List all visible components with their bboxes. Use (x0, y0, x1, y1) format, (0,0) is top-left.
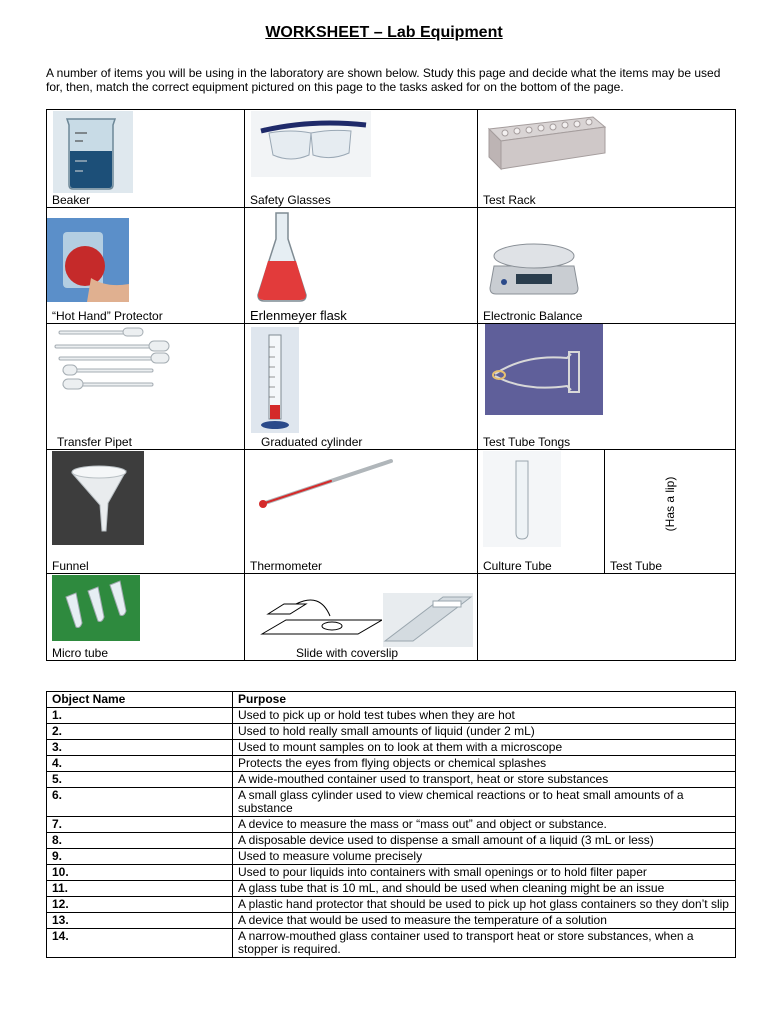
table-row (47, 833, 736, 849)
micro-tube-image (52, 575, 140, 641)
test-tube-tongs-image (485, 324, 603, 415)
row-number: 2. (47, 724, 233, 740)
purpose-table-body (47, 708, 736, 958)
row-number: 8. (47, 833, 233, 849)
row-purpose: Protects the eyes from flying objects or chemical splashes (233, 756, 736, 772)
label-test-rack: Test Rack (483, 193, 536, 207)
beaker-image (53, 111, 133, 193)
label-erlenmeyer: Erlenmeyer flask (250, 308, 347, 323)
row-purpose: A wide-mouthed container used to transport, heat or store substances (233, 772, 736, 788)
cell-slide (245, 574, 478, 661)
table-row (47, 929, 736, 958)
label-hot-hand: “Hot Hand” Protector (52, 309, 163, 323)
label-tongs: Test Tube Tongs (483, 435, 571, 449)
label-slide: Slide with coverslip (296, 646, 399, 660)
row-number: 3. (47, 740, 233, 756)
cell-beaker (47, 110, 245, 208)
row-purpose: A small glass cylinder used to view chemical reactions or to heat small amounts of a substance (233, 788, 736, 817)
row-number: 13. (47, 913, 233, 929)
cell-tongs (478, 324, 736, 450)
label-beaker: Beaker (52, 193, 91, 207)
test-rack-image (481, 111, 609, 175)
cell-thermometer (245, 450, 478, 574)
row-purpose: Used to hold really small amounts of liquid (under 2 mL) (233, 724, 736, 740)
table-row (47, 708, 736, 724)
label-safety-glasses: Safety Glasses (250, 193, 331, 207)
table-row (47, 740, 736, 756)
table-row (47, 788, 736, 817)
row-number: 5. (47, 772, 233, 788)
table-row (47, 817, 736, 833)
label-culture-tube: Culture Tube (483, 559, 552, 573)
cell-culture-tube (478, 450, 605, 574)
purpose-table (46, 691, 736, 958)
row-number: 4. (47, 756, 233, 772)
has-lip-note: (Has a lip) (663, 476, 677, 532)
funnel-image (52, 451, 144, 545)
slide-with-coverslip-image (260, 594, 382, 646)
table-row (47, 881, 736, 897)
row-purpose: A device to measure the mass or “mass out” and object or substance. (233, 817, 736, 833)
label-grad-cyl: Graduated cylinder (261, 435, 363, 449)
table-row (47, 913, 736, 929)
table-row (47, 756, 736, 772)
row-purpose: Used to pour liquids into containers with small openings or to hold filter paper (233, 865, 736, 881)
slide-photo-image (383, 593, 473, 647)
label-balance: Electronic Balance (483, 309, 583, 323)
cell-funnel (47, 450, 245, 574)
graduated-cylinder-image (251, 327, 299, 433)
cell-test-tube (605, 450, 736, 574)
cell-grad-cyl (245, 324, 478, 450)
cell-test-rack (478, 110, 736, 208)
cell-empty (478, 574, 736, 661)
worksheet-title: WORKSHEET – Lab Equipment (265, 24, 503, 41)
table-row (47, 724, 736, 740)
row-number: 1. (47, 708, 233, 724)
row-purpose: A narrow-mouthed glass container used to transport heat or store substances, when a stopper is required. (233, 929, 736, 958)
table-row (47, 865, 736, 881)
intro-paragraph: A number of items you will be using in the laboratory are shown below. Study this page and decide what the items may be used for, then, match the correct equipment pictured on this page to the tasks asked for on the bottom of the page. (46, 66, 721, 94)
culture-tube-image (483, 451, 561, 547)
row-number: 6. (47, 788, 233, 817)
row-purpose: A glass tube that is 10 mL, and should be used when cleaning might be an issue (233, 881, 736, 897)
row-number: 9. (47, 849, 233, 865)
cell-safety-glasses (245, 110, 478, 208)
row-purpose: Used to mount samples on to look at them with a microscope (233, 740, 736, 756)
label-micro-tube: Micro tube (52, 646, 109, 660)
row-purpose: A plastic hand protector that should be used to pick up hot glass containers so they don’t slip (233, 897, 736, 913)
label-funnel: Funnel (52, 559, 89, 573)
header-object-name: Object Name (47, 692, 233, 708)
safety-glasses-image (251, 111, 371, 177)
thermometer-image (251, 451, 397, 515)
row-purpose: Used to measure volume precisely (233, 849, 736, 865)
erlenmeyer-flask-image (254, 209, 310, 305)
row-purpose: Used to pick up or hold test tubes when they are hot (233, 708, 736, 724)
header-purpose: Purpose (233, 692, 736, 708)
hot-hand-image (47, 218, 129, 302)
table-row (47, 772, 736, 788)
row-number: 10. (47, 865, 233, 881)
label-pipet: Transfer Pipet (57, 435, 132, 449)
cell-balance (478, 208, 736, 324)
label-thermometer: Thermometer (250, 559, 323, 573)
table-row (47, 897, 736, 913)
row-number: 11. (47, 881, 233, 897)
electronic-balance-image (486, 226, 582, 302)
table-row (47, 849, 736, 865)
cell-pipet (47, 324, 245, 450)
row-number: 7. (47, 817, 233, 833)
row-number: 12. (47, 897, 233, 913)
row-number: 14. (47, 929, 233, 958)
cell-hot-hand (47, 208, 245, 324)
equipment-grid (46, 109, 736, 661)
row-purpose: A disposable device used to dispense a small amount of a liquid (3 mL or less) (233, 833, 736, 849)
cell-erlenmeyer (245, 208, 478, 324)
row-purpose: A device that would be used to measure the temperature of a solution (233, 913, 736, 929)
label-test-tube: Test Tube (610, 559, 663, 573)
cell-micro-tube (47, 574, 245, 661)
transfer-pipet-image (53, 325, 173, 395)
